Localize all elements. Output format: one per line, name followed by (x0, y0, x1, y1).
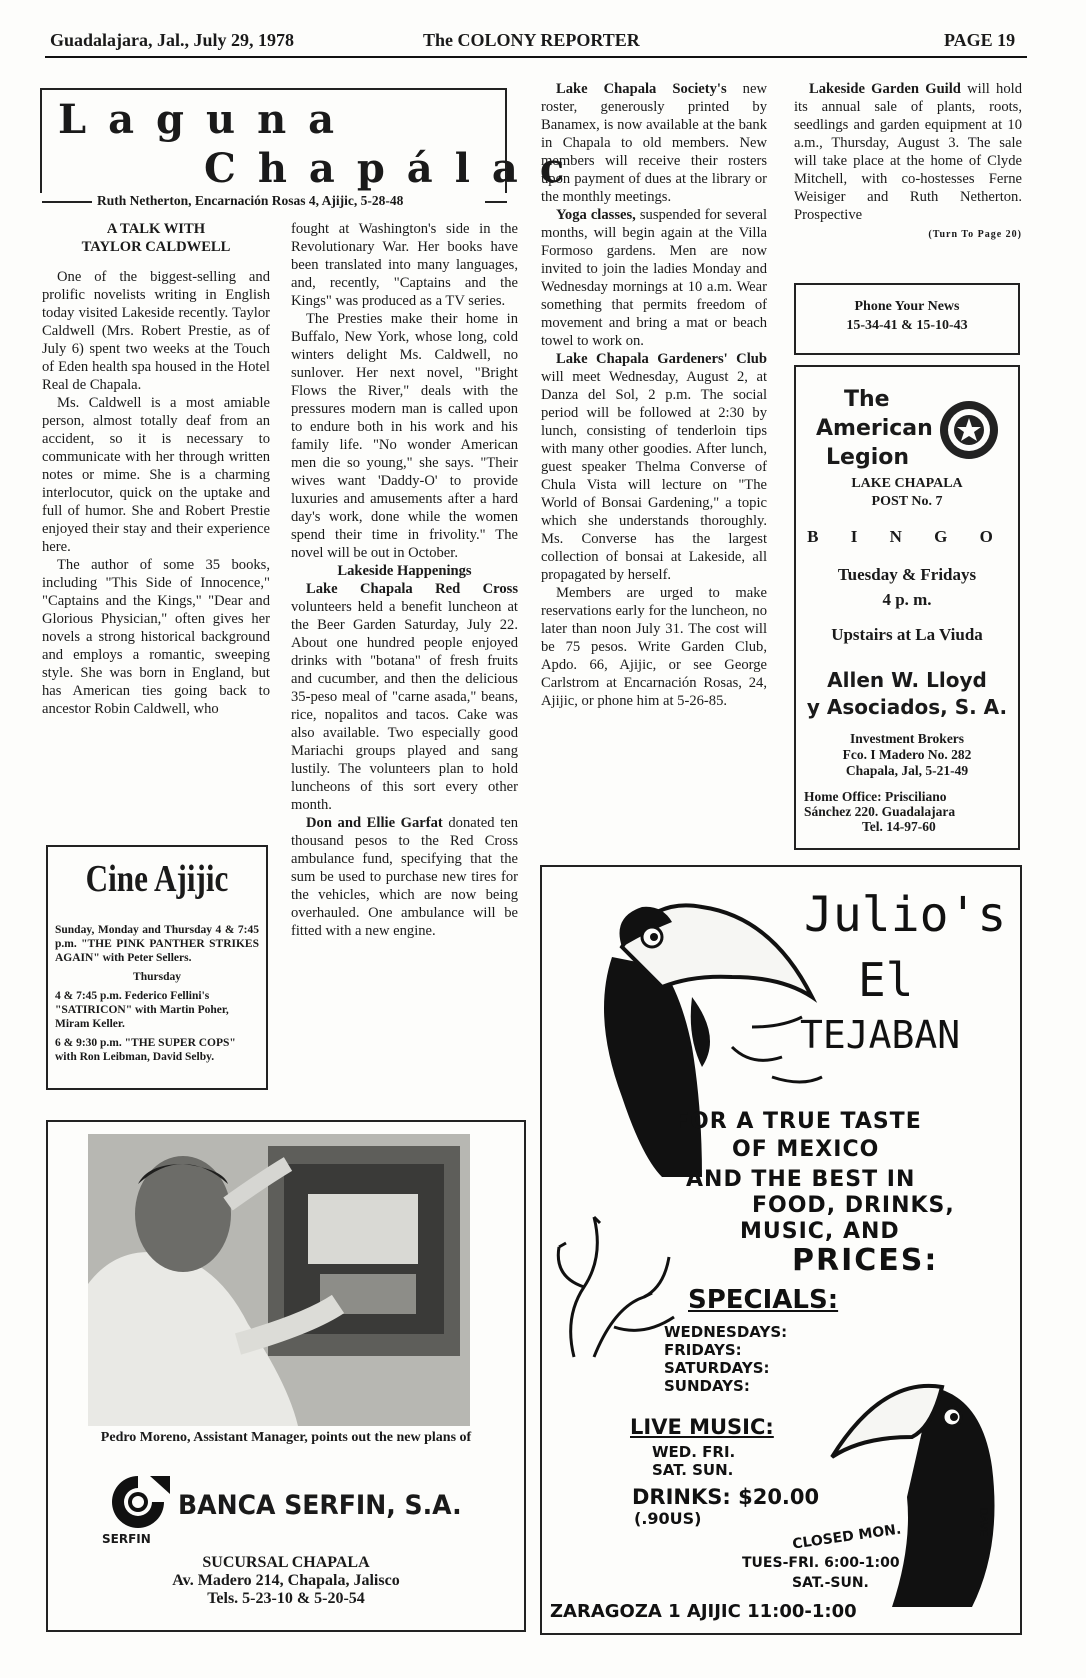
header-rule (45, 56, 1027, 58)
specials-day: SATURDAYS: (664, 1359, 770, 1377)
article-column3 (541, 80, 767, 710)
bingo-days: Tuesday & Fridays (837, 565, 977, 584)
header-page-number: PAGE 19 (944, 30, 1016, 50)
firm-name: Allen W. Lloyd y Asociados, S. A. (806, 668, 1008, 719)
tagline: AND THE BEST IN (686, 1167, 916, 1192)
article2-paragraph: Lakeside Garden Guild will hold its annual sale of plants, roots, seedlings and garden equipment at 10 a.m., Thursday, August 3. The sale will take place at the home of Clyde Mitchell, with co-hostesses Ferne Weisiger and Ruth Netherton. Prospective (794, 81, 1022, 223)
article1-column1 (42, 220, 270, 718)
julios-title-tejaban: TEJABAN (800, 1013, 961, 1057)
firm-details: Investment Brokers Fco. I Madero No. 282 Chapala, Jal, 5-21-49 (842, 731, 972, 778)
article2-paragraph: Lake Chapala Society's new roster, generously printed by Banamex, is now available at the bank in Chapala to old members. New members will receive their rosters upon payment of dues at the library or the monthly meetings. (541, 81, 767, 205)
tagline: FOOD, DRINKS, (752, 1193, 955, 1218)
live-music-days: SAT. SUN. (652, 1461, 734, 1479)
article1-paragraph: The Presties make their home in Buffalo, New York, whose long, cold winters delight Ms. Caldwell, no sunlover. Her next novel, "Bright Flows the River," deals with the pressures modern man is called upon to endure both in his work and his family life. "No wonder American men die so young," she says. "Their wives want 'Daddy-O' to provide luxuries and amusements after a hard day's work, done while the women spend their time in frivolity." The novel will be out in October. (291, 311, 518, 561)
bank-branch-info: SUCURSAL CHAPALA Av. Madero 214, Chapala, Jalisco Tels. 5-23-10 & 5-20-54 (172, 1554, 400, 1607)
serfin-logo-text: SERFIN (102, 1532, 151, 1546)
manager-photo (88, 1134, 470, 1426)
bingo-place: Upstairs at La Viuda (831, 625, 983, 644)
artist-signature: DAVE (977, 1507, 990, 1537)
header-dateline: Guadalajara, Jal., July 29, 1978 (50, 30, 295, 50)
article1-paragraph: The author of some 35 books, including "This Side of Innocence," "Captains and the Kings," "Dear and Glorious Physician," often gives her novels a strong historical background and employs a romantic, sweeping style. She was born in England, but has American ties going back to ancestor Robin Caldwell, who (42, 557, 270, 717)
drinks-usd: (.90US) (634, 1509, 702, 1528)
article2-paragraph: Don and Ellie Garfat donated ten thousand pesos to the Red Cross ambulance fund, specifying that the sum be used to purchase new tires for the vehicles, which are now being overhauled. One ambulance will be fitted with a new engine. (291, 815, 518, 939)
article2-lead: Lake Chapala Red Cross (306, 581, 518, 597)
cine-show: 4 & 7:45 p.m. Federico Fellini's "SATIRICON" with Martin Poher, Miram Keller. (55, 990, 229, 1030)
column-title-line1: Laguna (58, 96, 357, 143)
closed-day: CLOSED MON. (791, 1521, 903, 1553)
banca-serfin-ad (46, 1120, 526, 1632)
article1-paragraph: fought at Washington's side in the Revolutionary War. Her books have been translated into many languages, and, recently, "Captains and the Kings" was produced as a TV series. (291, 221, 518, 309)
cine-show: 6 & 9:30 p.m. "THE SUPER COPS" with Ron Leibman, David Selby. (55, 1037, 236, 1063)
julios-tejaban-ad (540, 865, 1022, 1635)
article2-lead: Lake Chapala Gardeners' Club (556, 351, 767, 367)
article2-paragraph: Yoga classes, suspended for several months, will begin again at the Villa Formoso gardens. Men are now invited to join the ladies Monday and Wednesday mornings at 10 a.m. Wear something that permits freedom of movement and bring a mat or beach towel to work on. (541, 207, 768, 349)
address-line: ZARAGOZA 1 AJIJIC 11:00-1:00 (550, 1601, 857, 1622)
cine-listings (55, 923, 259, 1064)
prices-heading: PRICES: (792, 1243, 939, 1278)
legion-post: LAKE CHAPALA POST No. 7 (851, 476, 963, 509)
article2-heading: Lakeside Happenings (337, 563, 472, 579)
header-paper-name: The COLONY REPORTER (423, 30, 640, 50)
bingo-time: 4 p. m. (882, 590, 932, 609)
julios-title: Julio's (804, 887, 1007, 943)
article2-lead: Lakeside Garden Guild (809, 81, 961, 97)
article-column4 (794, 80, 1022, 244)
article1-heading-line1: A TALK WITH (106, 221, 206, 237)
photo-caption: Pedro Moreno, Assistant Manager, points out the new plans of (100, 1430, 472, 1445)
article2-lead: Don and Ellie Garfat (306, 815, 443, 831)
tagline: FOR A TRUE TASTE (674, 1109, 922, 1134)
article2-paragraph: Members are urged to make reservations early for the luncheon, no later than noon July 31. The cost will be 75 pesos. Write Garden Club, Apdo. 66, Ajijic, or see George Carlstrom at Encarnación Rosas, 24, Ajijic, or phone him at 5-26-85. (541, 585, 767, 709)
legion-emblem-icon (938, 399, 1000, 461)
cine-show-day: Thursday (133, 971, 181, 983)
article2-paragraph: Lake Chapala Gardeners' Club will meet Wednesday, August 2, at Danza del Sol, 2 p.m. The social period will be followed at 2:30 by lunch, consisting of tenderloin tips with many other goodies. After lunch, guest speaker Thelma Converse of Chula Vista will lecture on "The World of Bonsai Gardening," a topic which she understands thoroughly. Ms. Converse has the largest collection of bonsai at Lakeside, all propagated by herself. (541, 351, 767, 583)
hours: SAT.-SUN. (792, 1575, 869, 1591)
specials-day: SUNDAYS: (664, 1377, 750, 1395)
home-office: Home Office: Prisciliano Sánchez 220. Guadalajara Tel. 14-97-60 (804, 789, 956, 834)
specials-heading: SPECIALS: (688, 1285, 839, 1315)
byline-rule-right (485, 201, 507, 203)
article2-lead: Lake Chapala Society's (556, 81, 727, 97)
article2-lead: Yoga classes, (556, 207, 636, 223)
legion-title: The American Legion (816, 387, 933, 470)
bingo-label: B I N G O (807, 527, 1007, 546)
phone-news-box (794, 283, 1020, 355)
hours: TUES-FRI. 6:00-1:00 (742, 1555, 900, 1571)
turn-to-page: (Turn To Page 20) (928, 229, 1022, 240)
cine-show: Sunday, Monday and Thursday 4 & 7:45 p.m. "THE PINK PANTHER STRIKES AGAIN" with Peter Sellers. (55, 924, 259, 964)
article1-heading-line2: TAYLOR CALDWELL (81, 239, 231, 255)
cine-title: Cine Ajijic (85, 858, 229, 900)
phone-box-line2: 15-34-41 & 15-10-43 (846, 318, 968, 333)
legion-ad (794, 365, 1020, 850)
article2-paragraph: Lake Chapala Red Cross volunteers held a benefit luncheon at the Beer Garden Saturday, July 22. About one hundred people enjoyed drinks with "botana" of fresh fruits and cucumber, and then the delicious 35-peso meal of "carne asada," beans, rice, nopalitos and tacos. Cake was also available. Two especially good Mariachi groups played and sang lustily. The volunteers plan to hold luncheons of this sort every other month. (291, 581, 518, 813)
article-column2 (291, 220, 518, 940)
tagline: MUSIC, AND (740, 1219, 900, 1244)
byline-rule-left (42, 201, 92, 203)
julios-title-el: El (858, 953, 914, 1007)
specials-day: WEDNESDAYS: (664, 1323, 788, 1341)
bank-name: BANCA SERFIN, S.A. (178, 1490, 462, 1521)
tagline: OF MEXICO (732, 1137, 880, 1162)
live-music-heading: LIVE MUSIC: (630, 1415, 774, 1439)
drinks-price: DRINKS: $20.00 (632, 1485, 820, 1509)
byline: Ruth Netherton, Encarnación Rosas 4, Ajijic, 5-28-48 (97, 193, 404, 208)
column-title-line2: Chapálac (204, 145, 587, 192)
serfin-logo-icon (102, 1472, 174, 1534)
specials-day: FRIDAYS: (664, 1341, 742, 1359)
cine-ajijic-ad (46, 845, 268, 1090)
manager-photo-image (88, 1134, 470, 1426)
article1-paragraph: Ms. Caldwell is a most amiable person, almost totally deaf from an accident, so it is necessary to communicate with her through written notes or mime. She is a charming interlocutor, quick on the uptake and full of humor. She and Robert Prestie enjoyed their stay and their experience here. (42, 395, 270, 555)
phone-box-line1: Phone Your News (854, 299, 960, 314)
live-music-days: WED. FRI. (652, 1443, 736, 1461)
article1-paragraph: One of the biggest-selling and prolific novelists writing in English today visited Lakeside recently. Taylor Caldwell (Mrs. Robert Prestie, as of July 6) spent two weeks at the Touch of Eden health spa housed in the Hotel Real de Chapala. (42, 269, 270, 393)
